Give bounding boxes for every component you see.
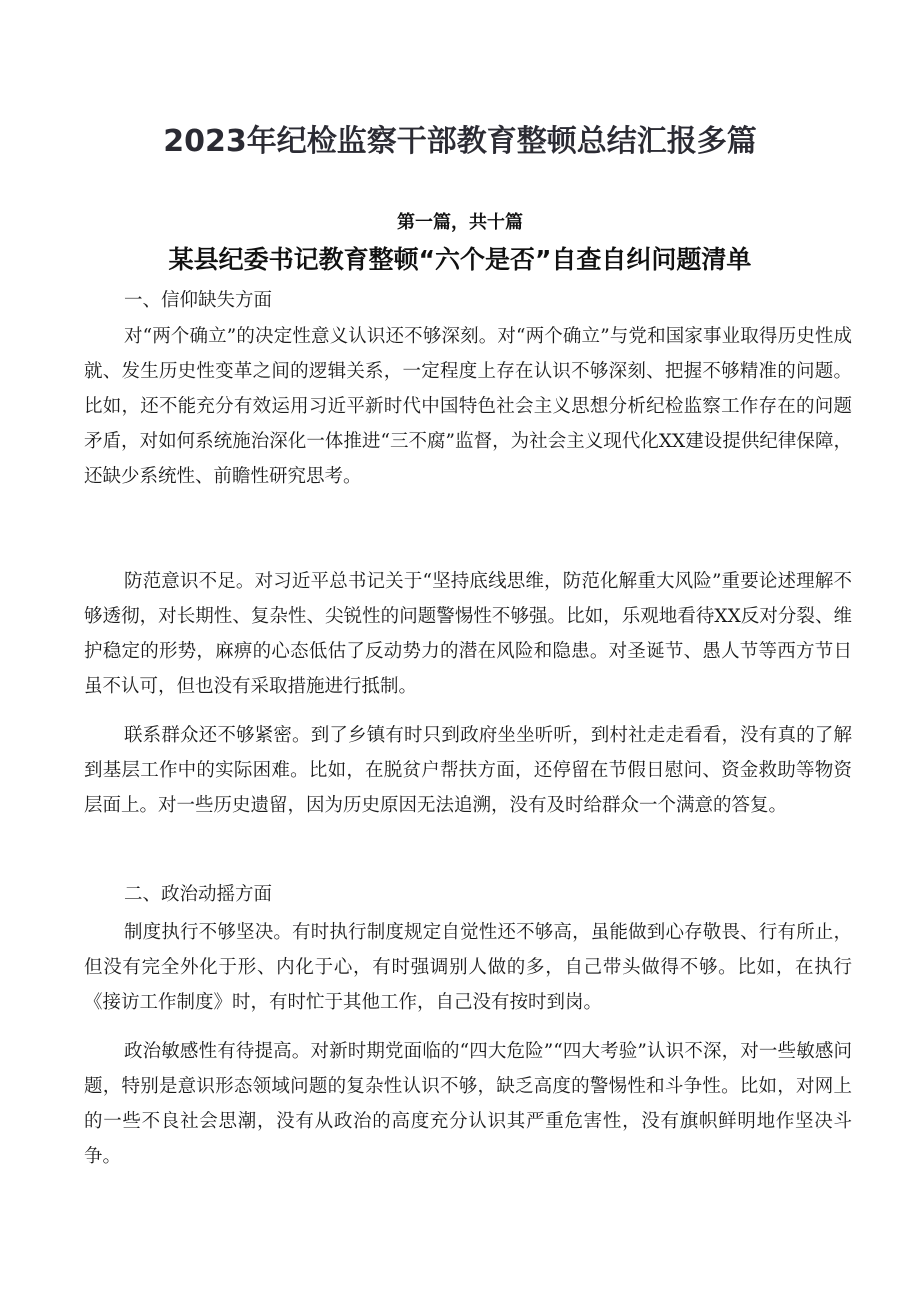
document-title: 2023年纪检监察干部教育整顿总结汇报多篇	[163, 124, 757, 159]
paragraph-political-sensitivity: 政治敏感性有待提高。对新时期党面临的“四大危险”“四大考验”认识不深，对一些敏感问题，特别是意识形态领域问题的复杂性认识不够，缺乏高度的警惕性和斗争性。比如，对网上的一些不良社会思潮，没有从政治的高度充分认识其严重危害性，没有旗帜鲜明地作坚决斗争。	[84, 1041, 852, 1167]
section-heading-faith: 一、信仰缺失方面	[124, 290, 273, 311]
part-label: 第一篇，共十篇	[397, 212, 523, 233]
section-heading-political: 二、政治动摇方面	[124, 884, 273, 905]
paragraph-mass-contact: 联系群众还不够紧密。到了乡镇有时只到政府坐坐听听，到村社走走看看，没有真的了解到基层工作中的实际困难。比如，在脱贫户帮扶方面，还停留在节假日慰问、资金救助等物资层面上。对一些历史遗留，因为历史原因无法追溯，没有及时给群众一个满意的答复。	[84, 725, 852, 816]
paragraph-institution-enforcement: 制度执行不够坚决。有时执行制度规定自觉性还不够高，虽能做到心存敬畏、行有所止，但没有完全外化于形、内化于心，有时强调别人做的多，自己带头做得不够。比如，在执行《接访工作制度》时，有时忙于其他工作，自己没有按时到岗。	[84, 922, 852, 1013]
paragraph-risk-awareness: 防范意识不足。对习近平总书记关于“坚持底线思维，防范化解重大风险”重要论述理解不够透彻，对长期性、复杂性、尖锐性的问题警惕性不够强。比如，乐观地看待XX反对分裂、维护稳定的形势，麻痹的心态低估了反动势力的潜在风险和隐患。对圣诞节、愚人节等西方节日虽不认可，但也没有采取措施进行抵制。	[84, 571, 852, 697]
paragraph-two-establishments: 对“两个确立”的决定性意义认识还不够深刻。对“两个确立”与党和国家事业取得历史性成就、发生历史性变革之间的逻辑关系，一定程度上存在认识不够深刻、把握不够精准的问题。比如，还不能充分有效运用习近平新时代中国特色社会主义思想分析纪检监察工作存在的问题矛盾，对如何系统施治深化一体推进“三不腐”监督，为社会主义现代化XX建设提供纪律保障，还缺少系统性、前瞻性研究思考。	[84, 326, 852, 487]
section-title: 某县纪委书记教育整顿“六个是否”自查自纠问题清单	[168, 245, 752, 274]
